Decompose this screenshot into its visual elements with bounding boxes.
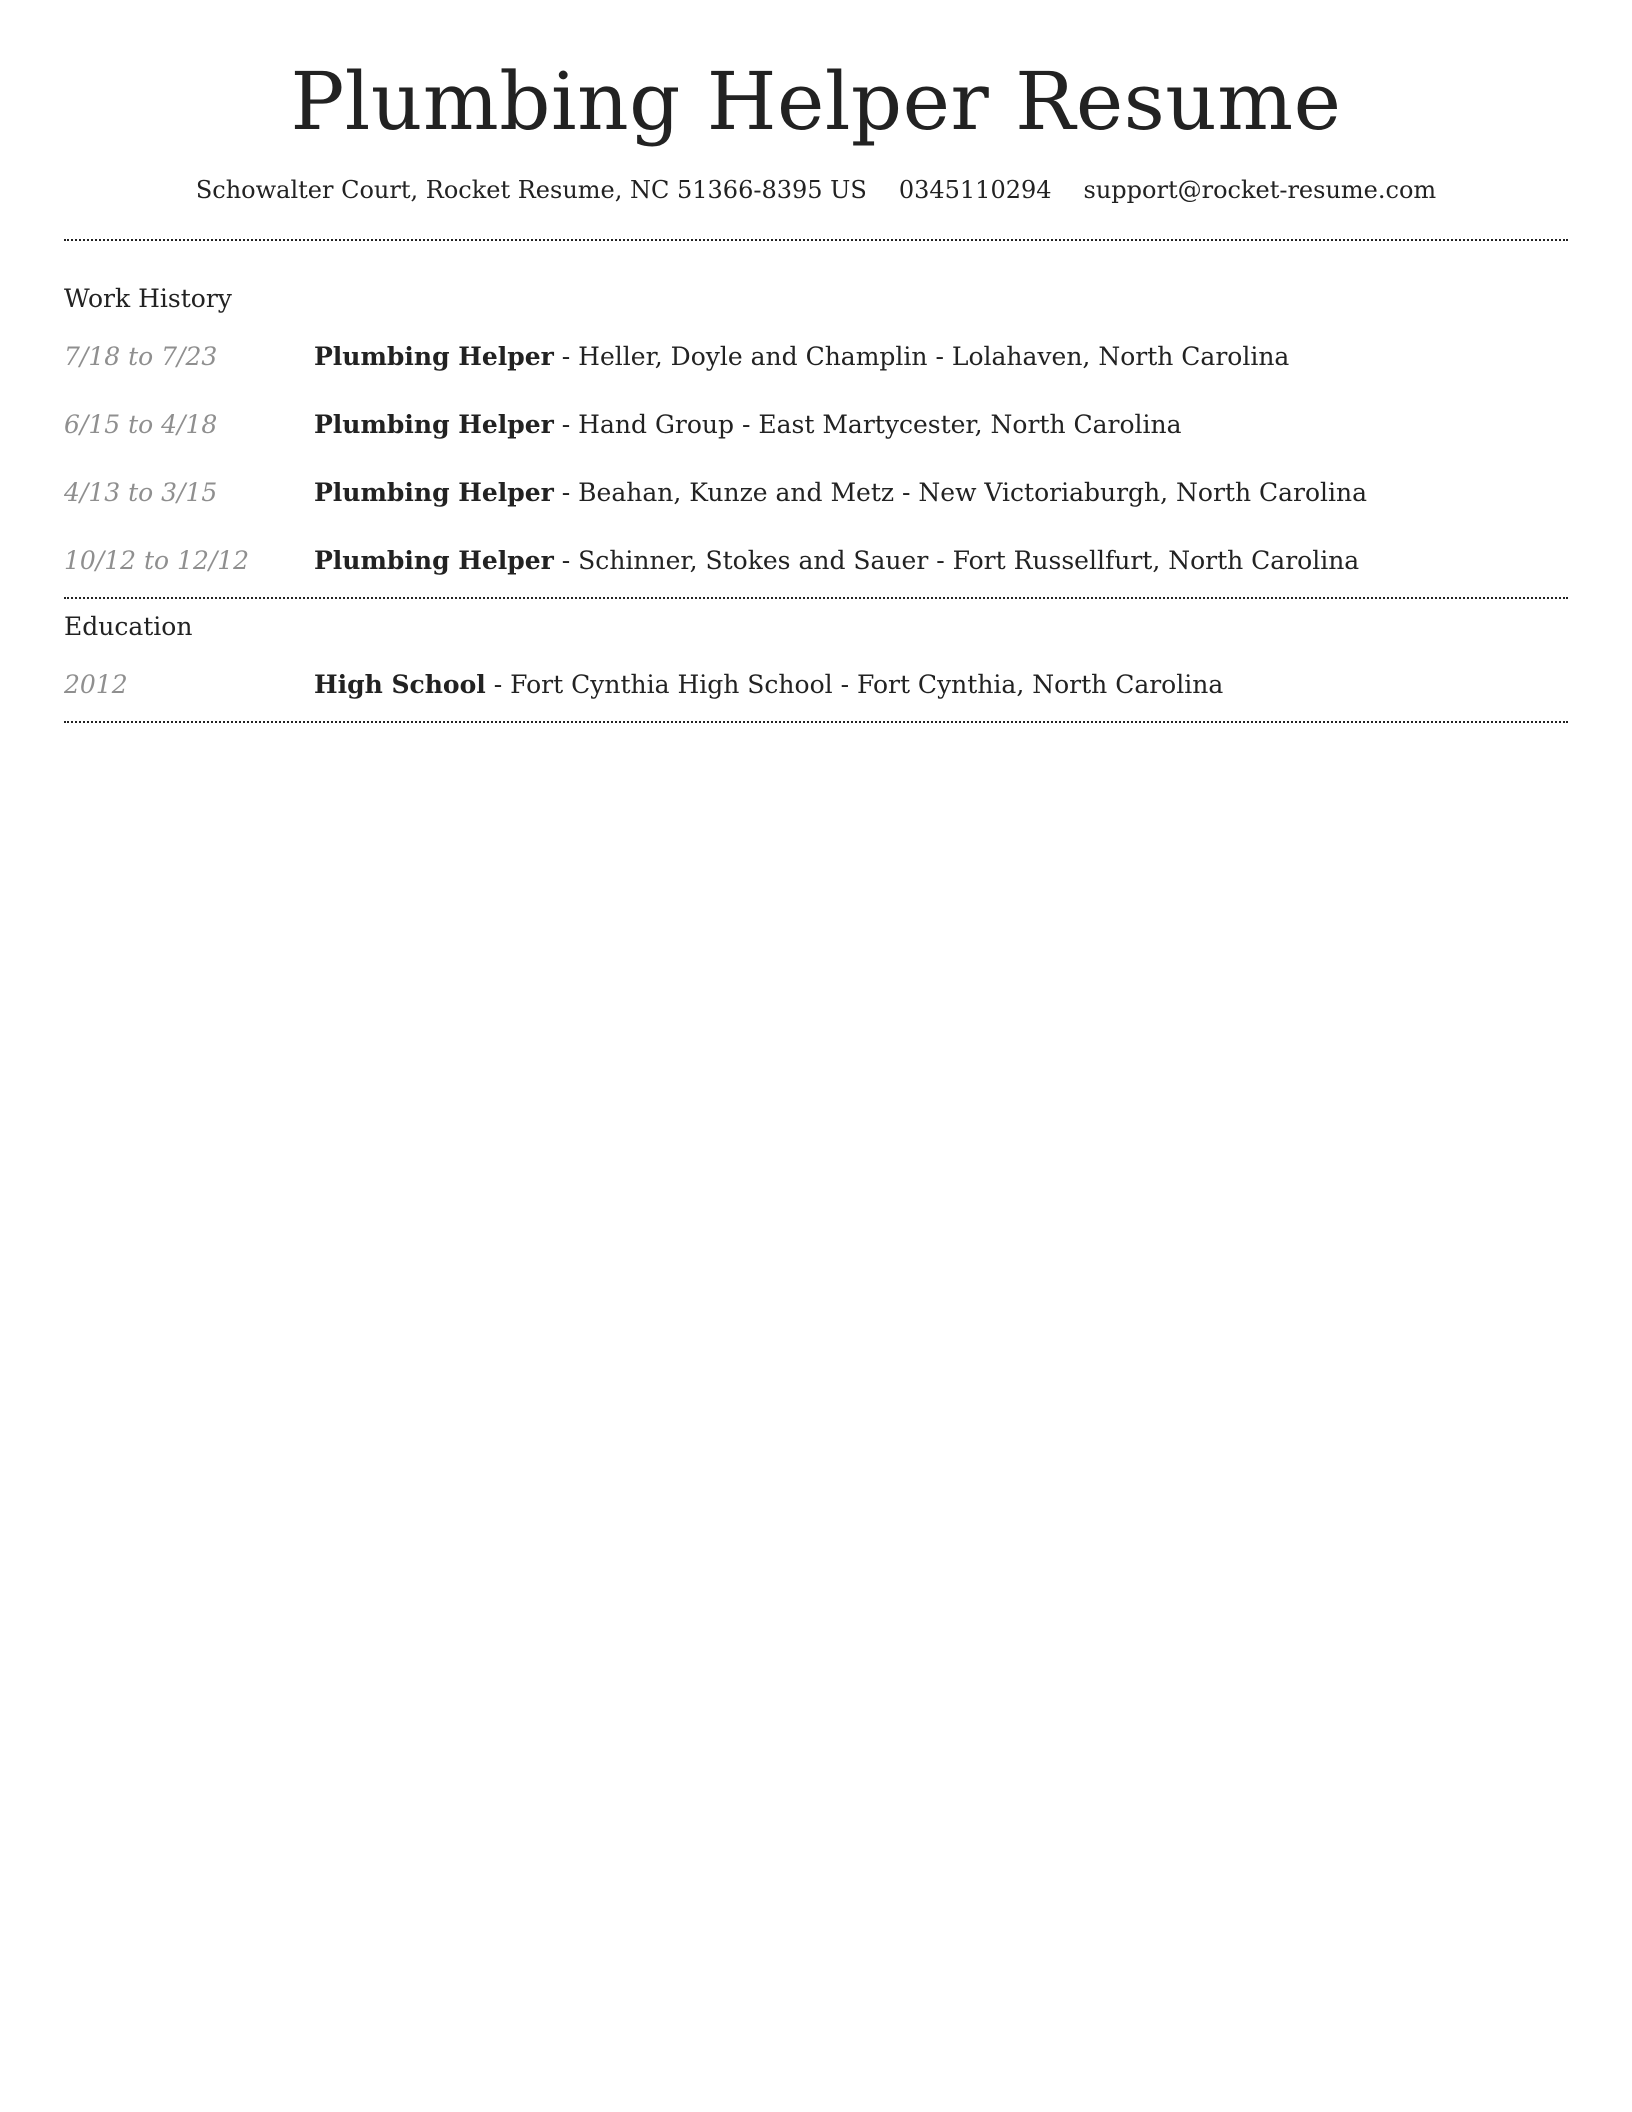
work-entry-employer-location: - Beahan, Kunze and Metz - New Victoriaburgh, North Carolina bbox=[553, 478, 1368, 507]
education-divider bbox=[64, 721, 1568, 723]
work-entry-dates: 6/15 to 4/18 bbox=[64, 410, 218, 439]
work-history-section bbox=[64, 283, 1568, 597]
education-entry-description bbox=[314, 669, 1568, 701]
education-entry-degree: High School bbox=[314, 670, 486, 699]
work-entry-dates: 10/12 to 12/12 bbox=[64, 546, 250, 575]
work-history-heading: Work History bbox=[64, 284, 232, 313]
work-entry-role: Plumbing Helper bbox=[314, 410, 554, 439]
work-entry-dates: 4/13 to 3/15 bbox=[64, 478, 218, 507]
work-entry-description bbox=[314, 409, 1568, 441]
header-divider bbox=[64, 239, 1568, 241]
work-entry-role: Plumbing Helper bbox=[314, 342, 554, 371]
work-entry bbox=[64, 477, 1568, 509]
contact-phone: 0345110294 bbox=[898, 176, 1052, 204]
work-entry-employer-location: - Heller, Doyle and Champlin - Lolahaven, North Carolina bbox=[553, 342, 1290, 371]
work-history-divider bbox=[64, 597, 1568, 599]
work-entry-employer-location: - Schinner, Stokes and Sauer - Fort Russellfurt, North Carolina bbox=[553, 546, 1360, 575]
contact-email: support@rocket-resume.com bbox=[1083, 176, 1437, 204]
work-entry bbox=[64, 545, 1568, 577]
work-entry-description bbox=[314, 477, 1568, 509]
work-entry bbox=[64, 409, 1568, 441]
work-history-list bbox=[64, 341, 1568, 597]
education-heading: Education bbox=[64, 612, 193, 641]
education-entry-dates: 2012 bbox=[64, 670, 128, 699]
resume-title: Plumbing Helper Resume bbox=[290, 55, 1342, 148]
work-entry-role: Plumbing Helper bbox=[314, 478, 554, 507]
work-entry-employer-location: - Hand Group - East Martycester, North Carolina bbox=[553, 410, 1182, 439]
education-section bbox=[64, 611, 1568, 721]
education-list bbox=[64, 669, 1568, 721]
work-entry bbox=[64, 341, 1568, 373]
work-entry-description bbox=[314, 341, 1568, 373]
work-entry-description bbox=[314, 545, 1568, 577]
work-entry-dates: 7/18 to 7/23 bbox=[64, 342, 218, 371]
education-entry-school-location: - Fort Cynthia High School - Fort Cynthia, North Carolina bbox=[485, 670, 1224, 699]
contact-address: Schowalter Court, Rocket Resume, NC 51366-8395 US bbox=[195, 176, 867, 204]
education-entry bbox=[64, 669, 1568, 701]
work-entry-role: Plumbing Helper bbox=[314, 546, 554, 575]
contact-line bbox=[64, 174, 1568, 206]
